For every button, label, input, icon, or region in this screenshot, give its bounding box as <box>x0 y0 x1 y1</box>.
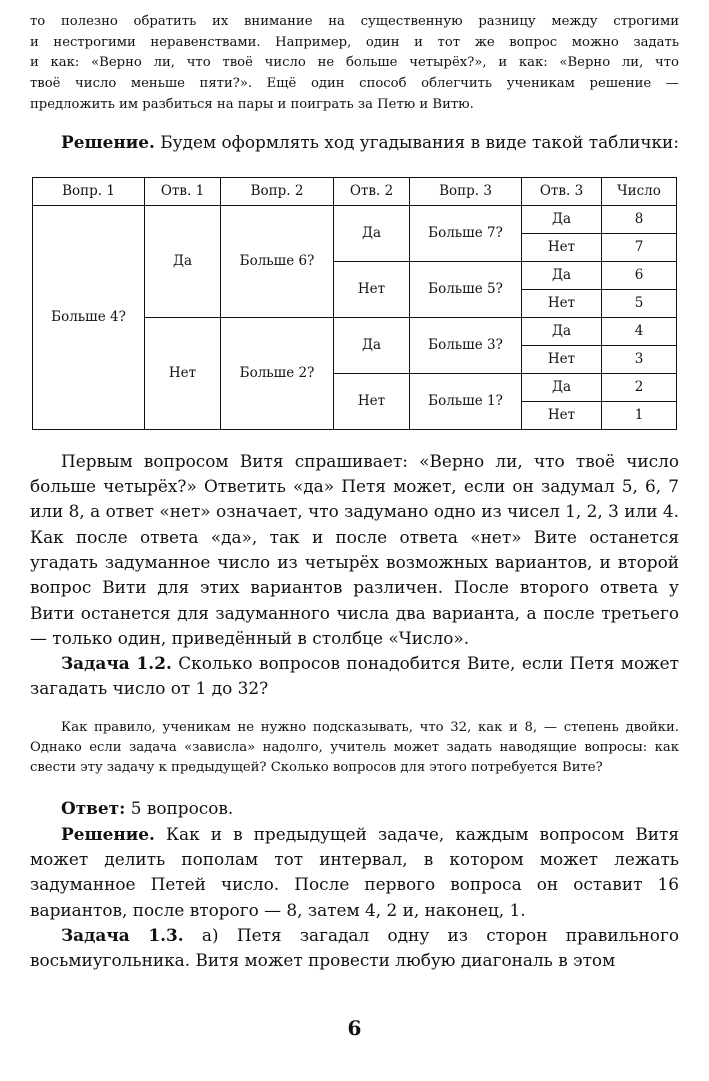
task-1-3-label: Задача 1.3. <box>61 924 184 945</box>
answer-paragraph <box>30 796 679 821</box>
answer-2-cell: Нет <box>334 373 410 429</box>
task-1-2-text: Сколько вопросов понадобится Вите, если Петя может загадать число от 1 до 32? <box>30 653 679 699</box>
table-header: Вопр. 1 <box>33 177 145 205</box>
task-1-2-paragraph <box>30 651 679 702</box>
solution-2-label: Решение. <box>61 823 155 844</box>
intro-line: и нестрогими неравенствами. Например, один и тот же вопрос можно задать <box>30 34 679 50</box>
number-cell: 8 <box>602 205 677 233</box>
answer-1-no-cell: Нет <box>145 317 221 429</box>
intro-line: и как: «Верно ли, что твоё число не больше четырёх?», и как: «Верно ли, что <box>30 55 679 71</box>
answer-3-cell: Да <box>522 205 602 233</box>
answer-3-cell: Нет <box>522 233 602 261</box>
page-number: 6 <box>347 1016 362 1040</box>
intro-line: предложить им разбиться на пары и поиграть за Петю и Витю. <box>30 96 474 112</box>
number-cell: 6 <box>602 261 677 289</box>
answer-3-cell: Нет <box>522 401 602 429</box>
table-header: Вопр. 3 <box>410 177 522 205</box>
answer-3-cell: Да <box>522 261 602 289</box>
answer-2-cell: Нет <box>334 261 410 317</box>
task-1-2-label: Задача 1.2. <box>61 653 172 674</box>
solution-2-text: Как и в предыдущей задаче, каждым вопросом Витя может делить пополам тот интервал, в котором может лежать задуманное Петей число. После первого вопроса он оставит 16 вариантов, после второго — 8, затем 4, 2 и, наконец, 1. <box>30 823 679 920</box>
task-1-3-paragraph <box>30 923 679 974</box>
solution-paragraph <box>30 130 679 155</box>
teacher-note: Как правило, ученикам не нужно подсказывать, что 32, как и 8, — степень двойки. Однако если задача «зависла» надолго, учитель может задать наводящие вопросы: как свести эту задачу к предыдущей? Сколько вопросов для этого потребуется Вите? <box>30 719 679 776</box>
table-header: Отв. 2 <box>334 177 410 205</box>
answer-label: Ответ: <box>61 798 126 819</box>
table-header: Число <box>602 177 677 205</box>
solution-label: Решение. <box>61 131 155 152</box>
explanation-paragraph: Первым вопросом Витя спрашивает: «Верно ли, что твоё число больше четырёх?» Ответить «да» Петя может, если он задумал 5, 6, 7 или 8, а ответ «нет» означает, что задумано одно из чисел 1, 2, 3 или 4. Как после ответа «да», так и после ответа «нет» Вите останется угадать задуманное число из четырёх возможных вариантов, и второй вопрос Вити для этих вариантов различен. После второго ответа у Вити останется для задуманного числа два варианта, а после третьего — только один, приведённый в столбце «Число». <box>30 450 679 648</box>
task-1-3-text: а) Петя загадал одну из сторон правильного восьмиугольника. Витя может провести любую диагональ в этом <box>30 924 679 971</box>
answer-3-cell: Да <box>522 317 602 345</box>
number-cell: 3 <box>602 345 677 373</box>
question-2-yes-cell: Больше 6? <box>221 205 334 317</box>
question-2-no-cell: Больше 2? <box>221 317 334 429</box>
question-1-cell: Больше 4? <box>33 205 145 429</box>
number-cell: 7 <box>602 233 677 261</box>
answer-1-yes-cell: Да <box>145 205 221 317</box>
table-header: Отв. 1 <box>145 177 221 205</box>
number-cell: 1 <box>602 401 677 429</box>
number-cell: 5 <box>602 289 677 317</box>
answer-block <box>30 796 679 973</box>
answer-3-cell: Да <box>522 373 602 401</box>
question-3-cell: Больше 3? <box>410 317 522 373</box>
question-3-cell: Больше 7? <box>410 205 522 261</box>
table-row <box>33 205 677 233</box>
intro-line: то полезно обратить их внимание на существенную разницу между строгими <box>30 14 679 29</box>
answer-text: 5 вопросов. <box>125 798 234 819</box>
number-cell: 2 <box>602 373 677 401</box>
solution-text: Будем оформлять ход угадывания в виде такой таблички: <box>154 131 680 152</box>
question-3-cell: Больше 5? <box>410 261 522 317</box>
table-header: Вопр. 2 <box>221 177 334 205</box>
question-3-cell: Больше 1? <box>410 373 522 429</box>
intro-line: твоё число меньше пяти?». Ещё один способ облегчить ученикам решение — <box>30 76 679 92</box>
guessing-table <box>32 177 677 430</box>
number-cell: 4 <box>602 317 677 345</box>
page-content <box>30 12 679 973</box>
table-header-row <box>33 177 677 205</box>
answer-2-cell: Да <box>334 205 410 261</box>
answer-3-cell: Нет <box>522 289 602 317</box>
answer-3-cell: Нет <box>522 345 602 373</box>
solution-2-paragraph <box>30 822 679 923</box>
table-header: Отв. 3 <box>522 177 602 205</box>
answer-2-cell: Да <box>334 317 410 373</box>
intro-paragraph <box>30 12 679 116</box>
